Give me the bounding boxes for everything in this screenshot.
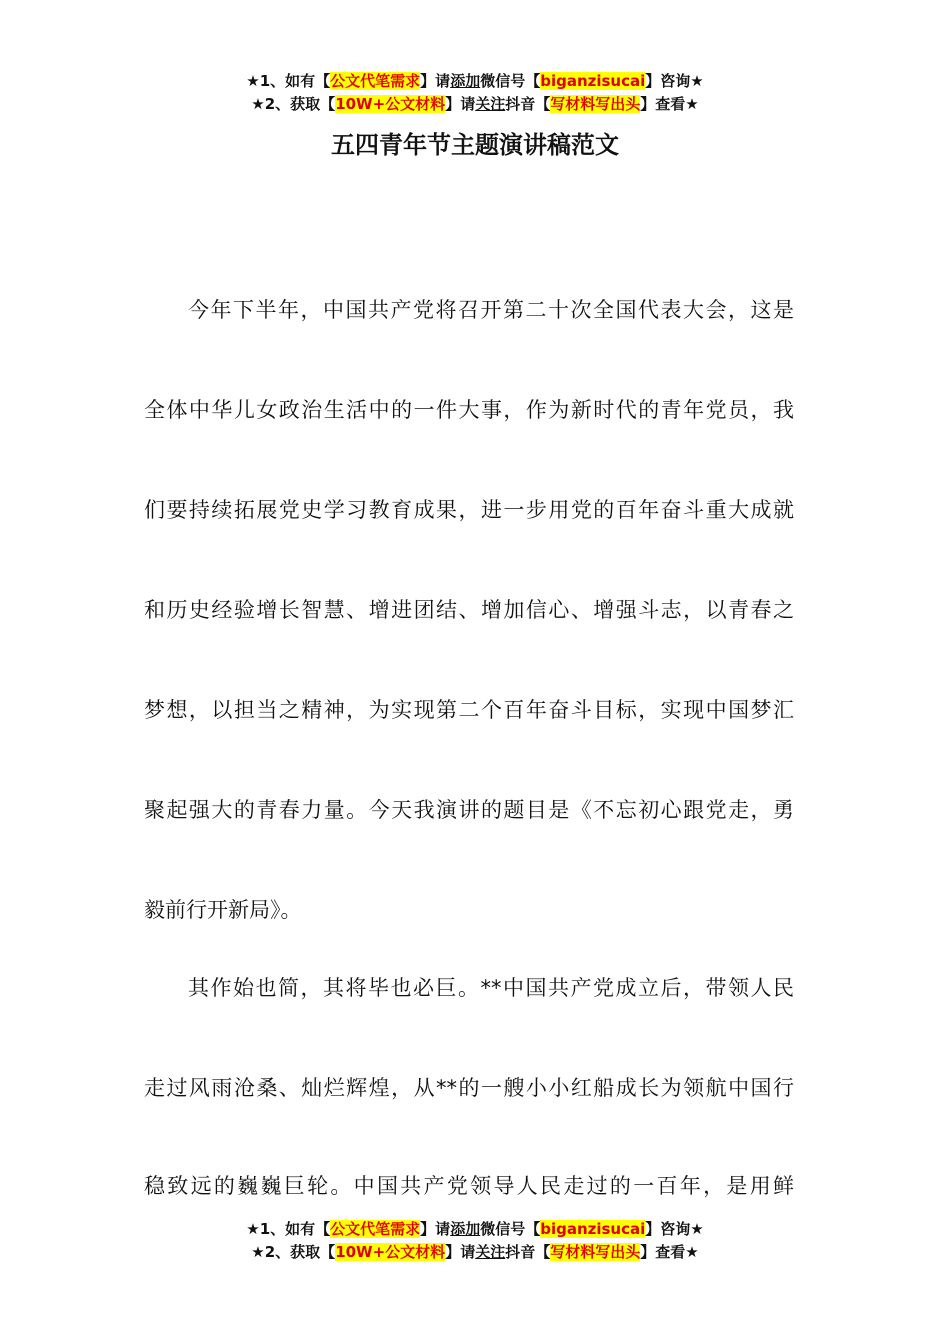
body-line: 全体中华儿女政治生活中的一件大事，作为新时代的青年党员，我 xyxy=(144,398,794,422)
banner-highlight: 10W+公文材料 xyxy=(335,1243,446,1261)
body-line: 其作始也简，其将毕也必巨。**中国共产党成立后，带领人民 xyxy=(188,976,794,1000)
banner-highlight: 10W+公文材料 xyxy=(335,95,446,113)
banner-text: 微信号【 xyxy=(480,1220,541,1238)
body-line: 今年下半年，中国共产党将召开第二十次全国代表大会，这是 xyxy=(188,298,794,322)
banner-douyin-id: 写材料写出头 xyxy=(550,1243,641,1261)
banner-underlined: 关注 xyxy=(475,95,506,113)
body-line: 和历史经验增长智慧、增进团结、增加信心、增强斗志，以青春之 xyxy=(144,598,794,622)
banner-text: ★1、如有【 xyxy=(246,72,331,90)
header-banner xyxy=(0,70,950,116)
banner-text: 】请 xyxy=(445,95,476,113)
banner-text: 微信号【 xyxy=(480,72,541,90)
footer-banner xyxy=(0,1218,950,1264)
banner-text: ★1、如有【 xyxy=(246,1220,331,1238)
banner-highlight: 公文代笔需求 xyxy=(330,72,421,90)
banner-text: 】咨询★ xyxy=(645,1220,704,1238)
banner-underlined: 关注 xyxy=(475,1243,506,1261)
banner-line-2 xyxy=(0,1241,950,1264)
body-line: 毅前行开新局》。 xyxy=(144,898,302,922)
banner-douyin-id: 写材料写出头 xyxy=(550,95,641,113)
banner-text: 抖音【 xyxy=(505,1243,551,1261)
body-line: 走过风雨沧桑、灿烂辉煌，从**的一艘小小红船成长为领航中国行 xyxy=(144,1076,794,1100)
banner-underlined: 添加 xyxy=(450,1220,481,1238)
body-line: 们要持续拓展党史学习教育成果，进一步用党的百年奋斗重大成就 xyxy=(144,498,794,522)
banner-underlined: 添加 xyxy=(450,72,481,90)
body-line: 梦想，以担当之精神，为实现第二个百年奋斗目标，实现中国梦汇 xyxy=(144,698,794,722)
banner-text: ★2、获取【 xyxy=(251,1243,336,1261)
banner-text: ★2、获取【 xyxy=(251,95,336,113)
body-line: 聚起强大的青春力量。今天我演讲的题目是《不忘初心跟党走，勇 xyxy=(144,798,794,822)
banner-text: 】请 xyxy=(420,72,451,90)
banner-line-1 xyxy=(0,1218,950,1241)
document-title: 五四青年节主题演讲稿范文 xyxy=(331,131,619,159)
banner-text: 】查看★ xyxy=(640,1243,699,1261)
banner-text: 】查看★ xyxy=(640,95,699,113)
banner-wechat-id: biganzisucai xyxy=(540,1220,646,1238)
banner-line-2 xyxy=(0,93,950,116)
banner-wechat-id: biganzisucai xyxy=(540,72,646,90)
banner-highlight: 公文代笔需求 xyxy=(330,1220,421,1238)
banner-text: 】请 xyxy=(445,1243,476,1261)
banner-text: 抖音【 xyxy=(505,95,551,113)
banner-line-1 xyxy=(0,70,950,93)
banner-text: 】咨询★ xyxy=(645,72,704,90)
banner-text: 】请 xyxy=(420,1220,451,1238)
body-line: 稳致远的巍巍巨轮。中国共产党领导人民走过的一百年，是用鲜 xyxy=(144,1174,794,1198)
